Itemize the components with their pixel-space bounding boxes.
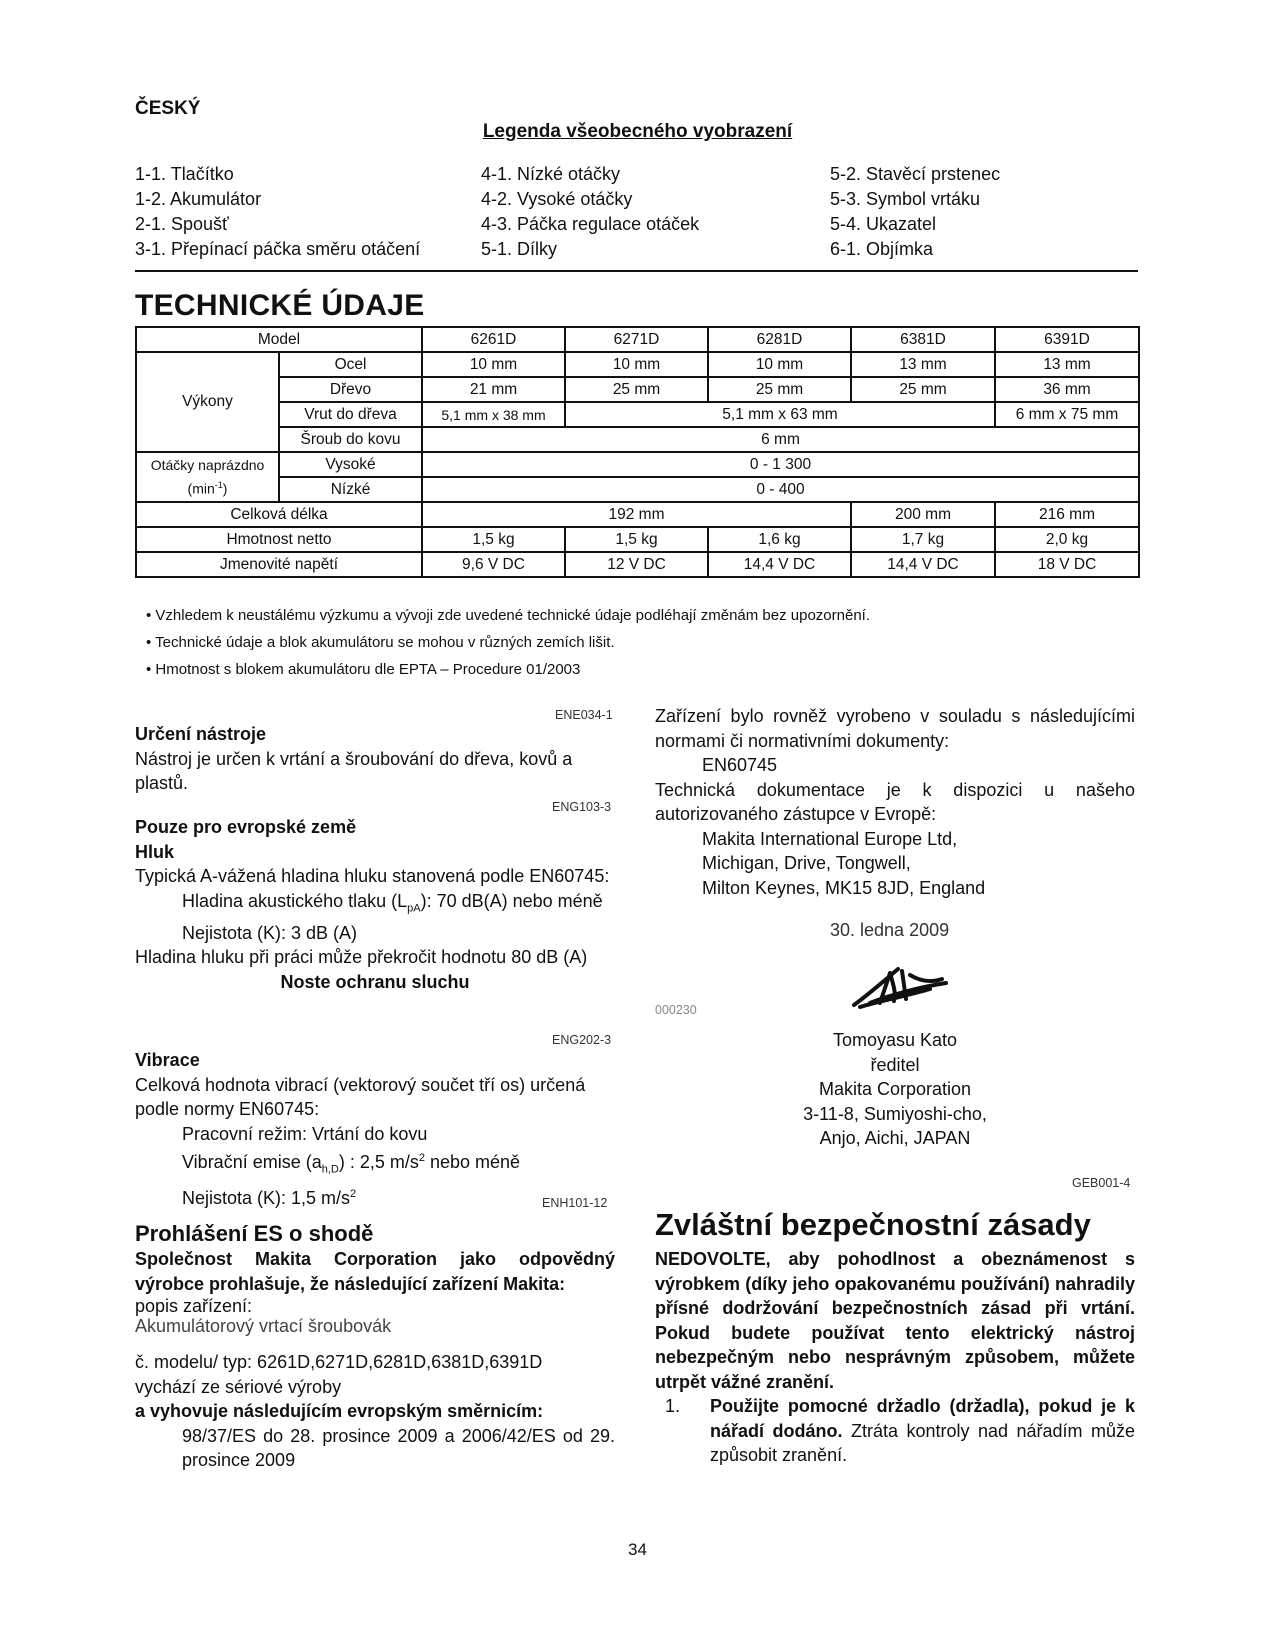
napeti-cell: 14,4 V DC [708, 552, 851, 577]
vibration-section [135, 1048, 615, 1211]
ocel-cell: 10 mm [565, 352, 708, 377]
hmotnost-cell: 1,6 kg [708, 527, 851, 552]
safety-warning: NEDOVOLTE, aby pohodlnost a obeznámenost s výrobkem (díky jeho opakovanému používání) nahradily přísné dodržování bezpečnostních zásad při vrtání. Pokud budete používat tento elektrický nástroj nebezpečným nebo nesprávným způsobem, můžete utrpět vážné zranění. [655, 1249, 1135, 1392]
doc-code: ENE034-1 [555, 708, 613, 722]
section-divider [135, 270, 1138, 272]
address-line: Michigan, Drive, Tongwell, [702, 853, 911, 873]
signatory [740, 1028, 1050, 1151]
hearing-protection: Noste ochranu sluchu [280, 971, 470, 992]
legend-item: 5-1. Dílky [481, 239, 558, 259]
legend-item: 5-2. Stavěcí prstenec [830, 164, 1001, 184]
nizke-label: Nízké [279, 477, 422, 502]
standards-section [655, 704, 1135, 900]
legend-column-3 [830, 162, 1000, 262]
nizke-cell: 0 - 400 [422, 477, 1139, 502]
model-numbers: č. modelu/ typ: 6261D,6271D,6281D,6381D,6391D [135, 1352, 543, 1372]
legend-item: 3-1. Přepínací páčka směru otáčení [135, 239, 421, 259]
safety-item-text: Ztráta kontroly nad nářadím může způsobit zranění. [710, 1420, 1135, 1465]
hmotnost-cell: 1,5 kg [565, 527, 708, 552]
otacky-label-cell [136, 452, 279, 502]
signatory-name: Tomoyasu Kato [832, 1030, 958, 1050]
table-row [136, 552, 1139, 577]
noise-heading: Hluk [135, 841, 175, 862]
delka-cell: 200 mm [851, 502, 995, 527]
declaration-text: Společnost Makita Corporation jako odpovědný výrobce prohlašuje, že následující zařízení Makita: [135, 1249, 615, 1294]
spec-note: • Hmotnost s blokem akumulátoru dle EPTA – Procedure 01/2003 [146, 661, 581, 678]
noise-section [135, 815, 615, 994]
drevo-cell: 25 mm [851, 377, 995, 402]
intended-use-text: Nástroj je určen k vrtání a šroubování do dřeva, kovů a plastů. [135, 748, 573, 793]
table-row [136, 502, 1139, 527]
vibration-text: Celková hodnota vibrací (vektorový součet tří os) určená podle normy EN60745: [135, 1074, 586, 1119]
napeti-cell: 12 V DC [565, 552, 708, 577]
standard-en: EN60745 [702, 755, 778, 775]
model-cell: 6261D [422, 327, 565, 352]
table-row [136, 527, 1139, 552]
company-name: Makita Corporation [818, 1079, 972, 1099]
table-row [136, 452, 1139, 477]
working-noise: Hladina hluku při práci může překročit hodnotu 80 dB (A) [135, 947, 588, 968]
table-row [136, 402, 1139, 427]
legend-item: 5-3. Symbol vrtáku [830, 189, 981, 209]
table-row [136, 477, 1139, 502]
company-street: 3-11-8, Sumiyoshi-cho, [803, 1103, 987, 1124]
standards-text: Zařízení bylo rovněž vyrobeno v souladu s následujícími normami či normativními dokumenty: [655, 706, 1135, 751]
drevo-cell: 21 mm [422, 377, 565, 402]
signature-icon [850, 963, 950, 1011]
doc-code: ENG103-3 [552, 800, 612, 814]
europe-heading: Pouze pro evropské země [135, 817, 357, 837]
spec-note: • Technické údaje a blok akumulátoru se mohou v různých zemích lišit. [146, 634, 615, 651]
legend-item: 5-4. Ukazatel [830, 214, 937, 234]
table-row [136, 352, 1139, 377]
ocel-cell: 13 mm [851, 352, 995, 377]
spec-note: • Vzhledem k neustálému výzkumu a vývoji zde uvedené technické údaje podléhají změnám bez upozornění. [146, 607, 870, 624]
drevo-cell: 36 mm [995, 377, 1139, 402]
address-line: Makita International Europe Ltd, [702, 828, 958, 849]
legend-item: 2-1. Spoušť [135, 214, 229, 234]
delka-cell: 192 mm [422, 502, 851, 527]
vykony-label: Výkony [136, 352, 279, 452]
sroub-cell: 6 mm [422, 427, 1139, 452]
ocel-cell: 10 mm [708, 352, 851, 377]
legend-title: Legenda všeobecného vyobrazení [482, 121, 793, 142]
declaration-section [135, 1220, 615, 1473]
safety-section [655, 1247, 1135, 1468]
work-mode: Pracovní režim: Vrtání do kovu [182, 1123, 428, 1144]
vibration-emission: Vibrační emise $(a_{h,D})$ : 2,5 $m/s^2$ nebo méně [182, 1152, 521, 1176]
hmotnost-cell: 1,7 kg [851, 527, 995, 552]
declaration-heading: Prohlášení ES o shodě [135, 1221, 374, 1246]
drevo-cell: 25 mm [565, 377, 708, 402]
safety-item [655, 1394, 1135, 1468]
vrut-cell: 5,1 mm x 63 mm [565, 402, 995, 427]
vrut-cell: 6 mm x 75 mm [995, 402, 1139, 427]
doc-code: GEB001-4 [1072, 1176, 1131, 1190]
company-city: Anjo, Aichi, JAPAN [819, 1128, 971, 1148]
hmotnost-cell: 1,5 kg [422, 527, 565, 552]
intended-use-heading: Určení nástroje [135, 724, 267, 744]
directives-text: 98/37/ES do 28. prosince 2009 a 2006/42/ES od 29. prosince 2009 [182, 1425, 615, 1470]
sound-pressure-level: Hladina akustického tlaku $(L_{pA})$: 70 dB(A) nebo méně [182, 890, 603, 915]
serial-production: vychází ze sériové výroby [135, 1376, 342, 1397]
doc-code: ENG202-3 [552, 1033, 612, 1047]
delka-cell: 216 mm [995, 502, 1139, 527]
napeti-label: Jmenovité napětí [136, 552, 422, 577]
safety-item-number: 1. [665, 1396, 681, 1416]
table-row [136, 427, 1139, 452]
napeti-cell: 9,6 V DC [422, 552, 565, 577]
page-number: 34 [628, 1540, 647, 1559]
model-cell: 6381D [851, 327, 995, 352]
noise-text: Typická A-vážená hladina hluku stanovená podle EN60745: [135, 866, 610, 886]
legend-item: 6-1. Objímka [830, 239, 934, 259]
device-name: Akumulátorový vrtací šroubovák [135, 1316, 392, 1336]
drevo-cell: 25 mm [708, 377, 851, 402]
table-row [136, 377, 1139, 402]
delka-label: Celková délka [136, 502, 422, 527]
legend-item: 1-1. Tlačítko [135, 164, 234, 184]
declaration-date: 30. ledna 2009 [830, 920, 950, 940]
directives-heading: a vyhovuje následujícím evropským směrnicím: [135, 1401, 544, 1421]
doc-code: 000230 [655, 1003, 697, 1017]
legend-item: 4-1. Nízké otáčky [481, 164, 621, 184]
ocel-cell: 10 mm [422, 352, 565, 377]
ocel-cell: 13 mm [995, 352, 1139, 377]
drevo-label: Dřevo [279, 377, 422, 402]
device-description-label: popis zařízení: [135, 1296, 253, 1316]
hmotnost-label: Hmotnost netto [136, 527, 422, 552]
hmotnost-cell: 2,0 kg [995, 527, 1139, 552]
otacky-label: Otáčky naprázdno [150, 457, 265, 474]
legend-item: 4-3. Páčka regulace otáček [481, 214, 700, 234]
spec-table [135, 326, 1140, 578]
language-label: ČESKÝ [135, 98, 201, 119]
safety-item-bold: Použijte pomocné držadlo (držadla), pokud je k nářadí dodáno. [710, 1396, 1135, 1441]
tech-specs-title: TECHNICKÉ ÚDAJE [135, 289, 425, 322]
otacky-unit: $(\min^{-1})$ [187, 480, 228, 497]
doc-code: ENH101-12 [542, 1196, 608, 1210]
legend-item: 4-2. Vysoké otáčky [481, 189, 633, 209]
legend-item: 1-2. Akumulátor [135, 189, 262, 209]
spec-notes [146, 602, 870, 683]
table-row [136, 327, 1139, 352]
sroub-label: Šroub do kovu [279, 427, 422, 452]
address-line: Milton Keynes, MK15 8JD, England [702, 877, 986, 898]
model-cell: 6391D [995, 327, 1139, 352]
vibration-heading: Vibrace [135, 1050, 200, 1070]
safety-rules-heading: Zvláštní bezpečnostní zásady [655, 1207, 1091, 1242]
signatory-role: ředitel [870, 1054, 920, 1075]
model-label: Model [136, 327, 422, 352]
napeti-cell: 18 V DC [995, 552, 1139, 577]
vysoke-label: Vysoké [279, 452, 422, 477]
vrut-cell: 5,1 mm x 38 mm [422, 402, 565, 427]
uncertainty-vibration: Nejistota (K): 1,5 $m/s^2$ [182, 1188, 357, 1209]
uncertainty-noise: Nejistota (K): 3 dB (A) [182, 922, 358, 943]
legend-column-1 [135, 162, 420, 262]
napeti-cell: 14,4 V DC [851, 552, 995, 577]
model-cell: 6281D [708, 327, 851, 352]
legend-column-2 [481, 162, 699, 262]
vrut-label: Vrut do dřeva [279, 402, 422, 427]
model-cell: 6271D [565, 327, 708, 352]
left-column [135, 722, 615, 796]
ocel-label: Ocel [279, 352, 422, 377]
vysoke-cell: 0 - 1 300 [422, 452, 1139, 477]
tech-doc-text: Technická dokumentace je k dispozici u našeho autorizovaného zástupce v Evropě: [655, 779, 1135, 824]
